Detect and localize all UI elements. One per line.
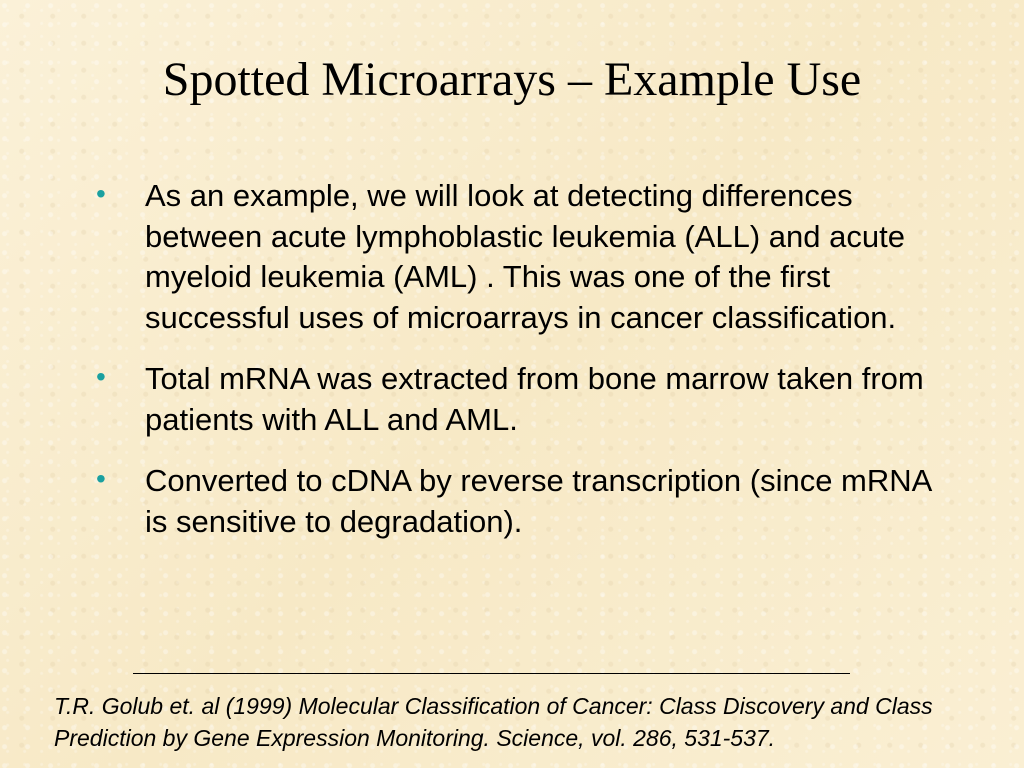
bullet-list bbox=[90, 176, 950, 563]
slide-title: Spotted Microarrays – Example Use bbox=[162, 53, 862, 106]
bullet-text: Total mRNA was extracted from bone marrow taken from patients with ALL and AML. bbox=[145, 361, 924, 437]
bullet-item bbox=[90, 359, 950, 440]
bullet-text: As an example, we will look at detecting differences between acute lymphoblastic leukemia (ALL) and acute myeloid leukemia (AML) . This was one of the first successful uses of microarrays in cancer classification. bbox=[145, 178, 905, 335]
citation-divider bbox=[133, 673, 850, 674]
bullet-text: Converted to cDNA by reverse transcription (since mRNA is sensitive to degradation). bbox=[145, 463, 931, 539]
bullet-marker-icon: • bbox=[96, 463, 106, 494]
bullet-item bbox=[90, 461, 950, 542]
bullet-item bbox=[90, 176, 950, 338]
citation-text: T.R. Golub et. al (1999) Molecular Classification of Cancer: Class Discovery and Class Prediction by Gene Expression Monitoring. Science, vol. 286, 531-537. bbox=[54, 693, 933, 751]
bullet-marker-icon: • bbox=[96, 361, 106, 392]
bullet-marker-icon: • bbox=[96, 178, 106, 209]
